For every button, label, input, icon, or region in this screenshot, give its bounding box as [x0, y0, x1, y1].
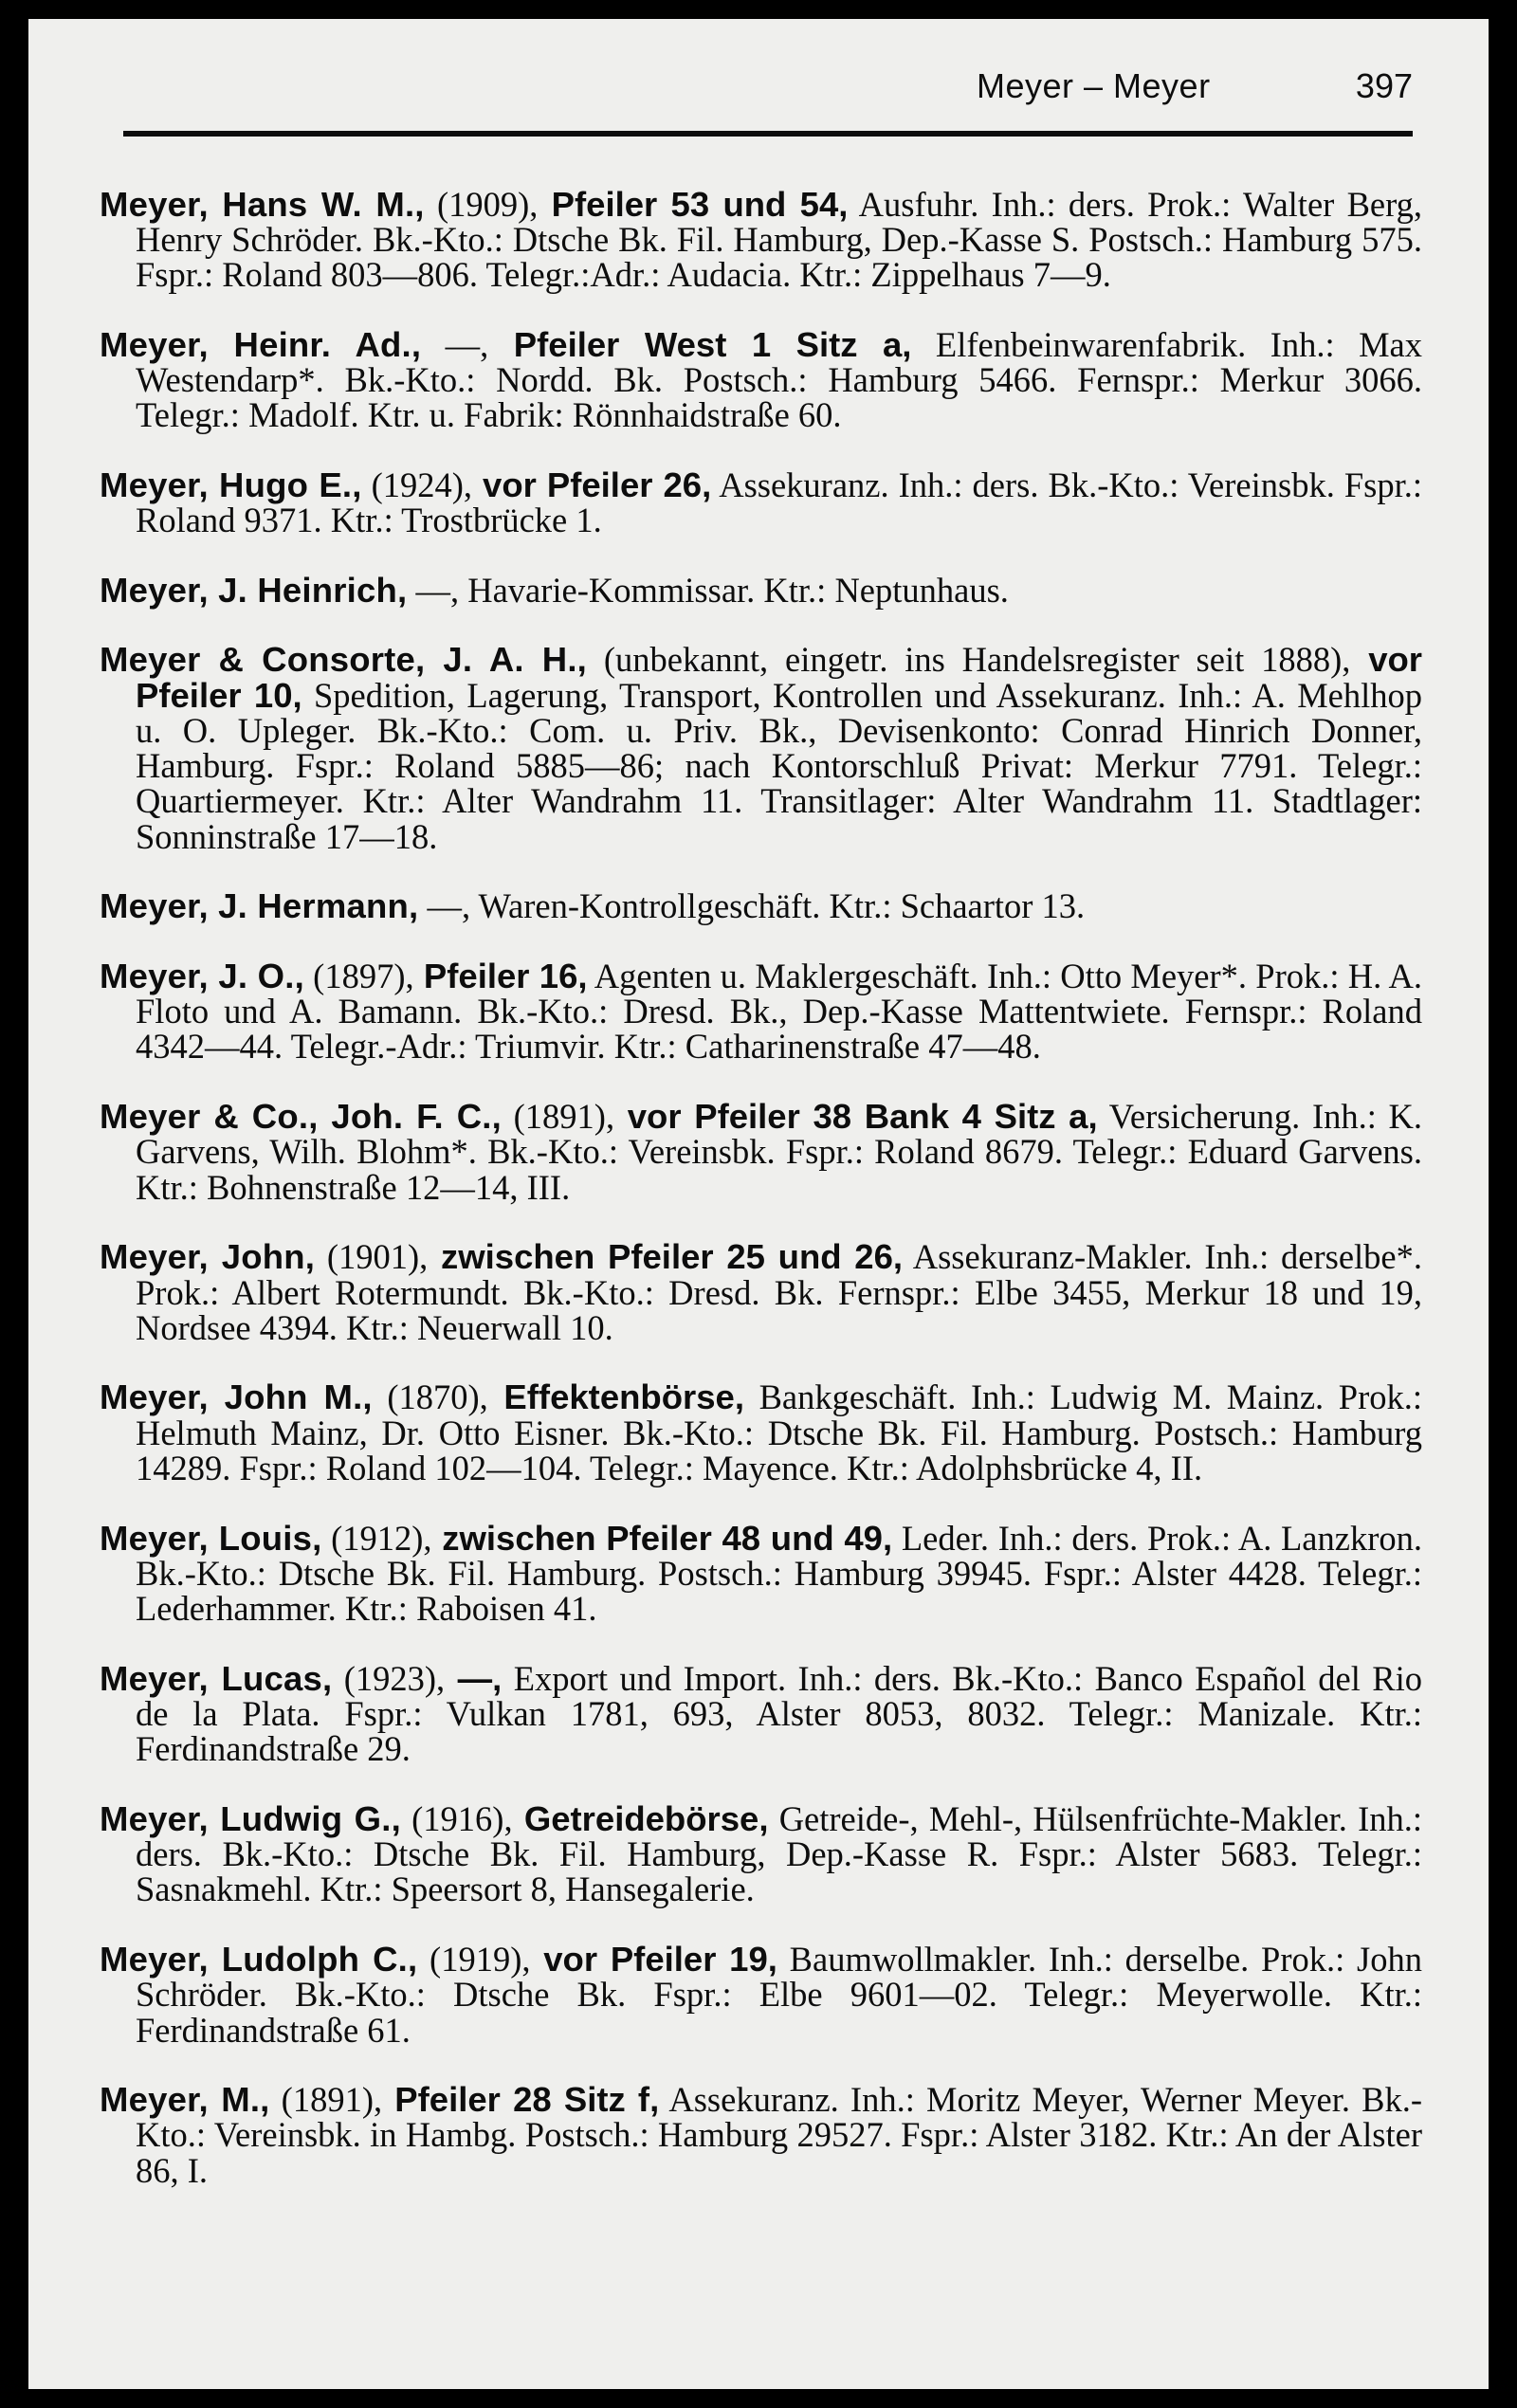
entry-name: Meyer, M.,	[100, 2080, 270, 2120]
entry-location: Pfeiler 53 und 54,	[538, 184, 849, 224]
entry-name: Meyer & Co., Joh. F. C.,	[100, 1097, 502, 1137]
entry-location: Getreidebörse,	[512, 1798, 769, 1838]
entry-text: Assekuranz. Inh.: Moritz Meyer, Werner Meyer. Bk.-Kto.: Vereinsbk. in Hambg. Postsch.: Hamburg 29527. Fspr.: Alster 3182. Ktr.: An der Alster 86, I.	[136, 2080, 1423, 2190]
directory-entry	[100, 1518, 1422, 1629]
entry-location: vor Pfeiler 26,	[472, 465, 712, 504]
entry-year: (1891),	[269, 2080, 383, 2120]
entry-list	[100, 152, 1422, 2214]
entry-year: —,	[418, 886, 471, 926]
entry-name: Meyer, J. Hermann,	[100, 886, 419, 926]
entry-year: (1897),	[303, 957, 414, 995]
directory-entry	[100, 1379, 1422, 1486]
directory-entry	[100, 1239, 1422, 1345]
entry-text: Baumwollmakler. Inh.: derselbe. Prok.: John Schröder. Bk.-Kto.: Dtsche Bk. Fspr.: Elbe 9601—02. Telegr.: Meyerwolle. Ktr.: Ferdinandstraße 61.	[136, 1940, 1422, 2050]
entry-location: Pfeiler West 1 Sitz a,	[488, 324, 912, 364]
entry-text: Elfenbeinwarenfabrik. Inh.: Max Westendarp*. Bk.-Kto.: Nordd. Bk. Postsch.: Hamburg 5466. Fernspr.: Merkur 3066. Telegr.: Madolf. Ktr. u. Fabrik: Rönnhaidstraße 60.	[136, 324, 1422, 435]
entry-text: Bankgeschäft. Inh.: Ludwig M. Mainz. Prok.: Helmuth Mainz, Dr. Otto Eisner. Bk.-Kto.: Dtsche Bk. Fil. Hamburg. Postsch.: Hamburg 14289. Fspr.: Roland 102—104. Telegr.: Mayence. Ktr.: Adolphsbrücke 4, II.	[136, 1377, 1422, 1487]
entry-location: Effektenbörse,	[487, 1377, 744, 1417]
entry-year: (1923),	[332, 1658, 446, 1698]
entry-name: Meyer, Ludolph C.,	[100, 1940, 418, 1979]
entry-text: Havarie-Kommissar. Ktr.: Neptunhaus.	[459, 570, 1009, 610]
directory-entry	[100, 1099, 1422, 1205]
directory-entry	[100, 958, 1422, 1065]
entry-text: Getreide-, Mehl-, Hülsenfrüchte-Makler. Inh.: ders. Bk.-Kto.: Dtsche Bk. Fil. Hamburg, Dep.-Kasse R. Fspr.: Alster 5683. Telegr.: Sasnakmehl. Ktr.: Speersort 8, Hansegalerie.	[136, 1798, 1422, 1909]
entry-name: Meyer, Ludwig G.,	[100, 1798, 401, 1838]
entry-year: —,	[407, 570, 460, 610]
entry-location: vor Pfeiler 38 Bank 4 Sitz a,	[614, 1097, 1098, 1137]
entry-location: vor Pfeiler 19,	[530, 1940, 777, 1979]
directory-entry	[100, 570, 1422, 610]
entry-location: zwischen Pfeiler 25 und 26,	[428, 1237, 904, 1277]
page-number: 397	[1355, 66, 1413, 105]
entry-year: (unbekannt, eingetr. ins Handelsregister seit 1888),	[587, 640, 1351, 680]
entry-name: Meyer, Heinr. Ad.,	[100, 324, 422, 364]
entry-text: Assekuranz-Makler. Inh.: derselbe*. Prok.: Albert Rotermundt. Bk.-Kto.: Dresd. Bk. Fernspr.: Elbe 3455, Merkur 18 und 19, Nordsee 4394. Ktr.: Neuerwall 10.	[136, 1237, 1422, 1347]
entry-name: Meyer & Consorte, J. A. H.,	[100, 640, 588, 680]
entry-name: Meyer, Louis,	[100, 1518, 322, 1558]
entry-location: vor Pfeiler 10,	[136, 640, 1422, 715]
directory-page	[28, 19, 1489, 2389]
entry-year: (1909),	[424, 184, 539, 224]
entry-location: —,	[445, 1658, 503, 1698]
directory-entry	[100, 1798, 1422, 1909]
page-header	[123, 47, 1413, 104]
entry-year: (1891),	[502, 1097, 615, 1137]
entry-location: Pfeiler 16,	[413, 957, 588, 995]
header-rule	[123, 131, 1413, 137]
entry-name: Meyer, Hans W. M.,	[100, 184, 425, 224]
entry-year: (1912),	[321, 1518, 432, 1558]
entry-name: Meyer, Lucas,	[100, 1658, 333, 1698]
entry-year: (1916),	[400, 1798, 513, 1838]
directory-entry	[100, 467, 1422, 538]
entry-text: Versicherung. Inh.: K. Garvens, Wilh. Blohm*. Bk.-Kto.: Vereinsbk. Fspr.: Roland 8679. Telegr.: Eduard Garvens. Ktr.: Bohnenstraße 12—14, III.	[136, 1097, 1423, 1207]
entry-text: Assekuranz. Inh.: ders. Bk.-Kto.: Vereinsbk. Fspr.: Roland 9371. Ktr.: Trostbrücke 1.	[136, 465, 1422, 540]
entry-year: (1901),	[315, 1237, 429, 1277]
entry-text: Ausfuhr. Inh.: ders. Prok.: Walter Berg, Henry Schröder. Bk.-Kto.: Dtsche Bk. Fil. Hamburg, Dep.-Kasse S. Postsch.: Hamburg 575. Fspr.: Roland 803—806. Telegr.:Adr.: Audacia. Ktr.: Zippelhaus 7—9.	[136, 184, 1423, 294]
entry-name: Meyer, John,	[100, 1237, 316, 1277]
directory-entry	[100, 1942, 1422, 2048]
entry-year: (1924),	[361, 465, 473, 504]
entry-text: Waren-Kontrollgeschäft. Ktr.: Schaartor 13.	[470, 886, 1086, 926]
entry-text: Export und Import. Inh.: ders. Bk.-Kto.: Banco Español del Rio de la Plata. Fspr.: Vulkan 1781, 693, Alster 8053, 8032. Telegr.: Manizale. Ktr.: Ferdinandstraße 29.	[136, 1658, 1423, 1769]
entry-year: (1870),	[372, 1377, 488, 1417]
directory-entry	[100, 640, 1422, 856]
entry-name: Meyer, J. O.,	[100, 957, 304, 995]
entry-text: Agenten u. Maklergeschäft. Inh.: Otto Meyer*. Prok.: H. A. Floto und A. Bamann. Bk.-Kto.: Dresd. Bk., Dep.-Kasse Mattentwiete. Fernspr.: Roland 4342—44. Telegr.-Adr.: Triumvir. Ktr.: Catharinenstraße 47—48.	[136, 957, 1422, 1067]
entry-year: —,	[421, 324, 489, 364]
entry-name: Meyer, J. Heinrich,	[100, 570, 408, 610]
entry-name: Meyer, John M.,	[100, 1377, 373, 1417]
entry-location: zwischen Pfeiler 48 und 49,	[431, 1518, 893, 1558]
directory-entry	[100, 2082, 1422, 2188]
directory-entry	[100, 1658, 1423, 1769]
directory-entry	[100, 324, 1422, 435]
entry-location: Pfeiler 28 Sitz f,	[382, 2080, 660, 2120]
directory-entry	[100, 886, 1422, 926]
entry-year: (1919),	[417, 1940, 531, 1979]
directory-entry	[100, 184, 1423, 294]
entry-name: Meyer, Hugo E.,	[100, 465, 362, 504]
running-title: Meyer – Meyer	[977, 66, 1211, 105]
entry-text: Leder. Inh.: ders. Prok.: A. Lanzkron. Bk.-Kto.: Dtsche Bk. Fil. Hamburg. Postsch.: Hamburg 39945. Fspr.: Alster 4428. Telegr.: Lederhammer. Ktr.: Raboisen 41.	[136, 1518, 1422, 1629]
entry-text: Spedition, Lagerung, Transport, Kontrollen und Assekuranz. Inh.: A. Mehlhop u. O. Upleger. Bk.-Kto.: Com. u. Priv. Bk., Devisenkonto: Conrad Hinrich Donner, Hamburg. Fspr.: Roland 5885—86; nach Kontorschluß Privat: Merkur 7791. Telegr.: Quartiermeyer. Ktr.: Alter Wandrahm 11. Transitlager: Alter Wandrahm 11. Stadtlager: Sonninstraße 17—18.	[136, 675, 1422, 856]
